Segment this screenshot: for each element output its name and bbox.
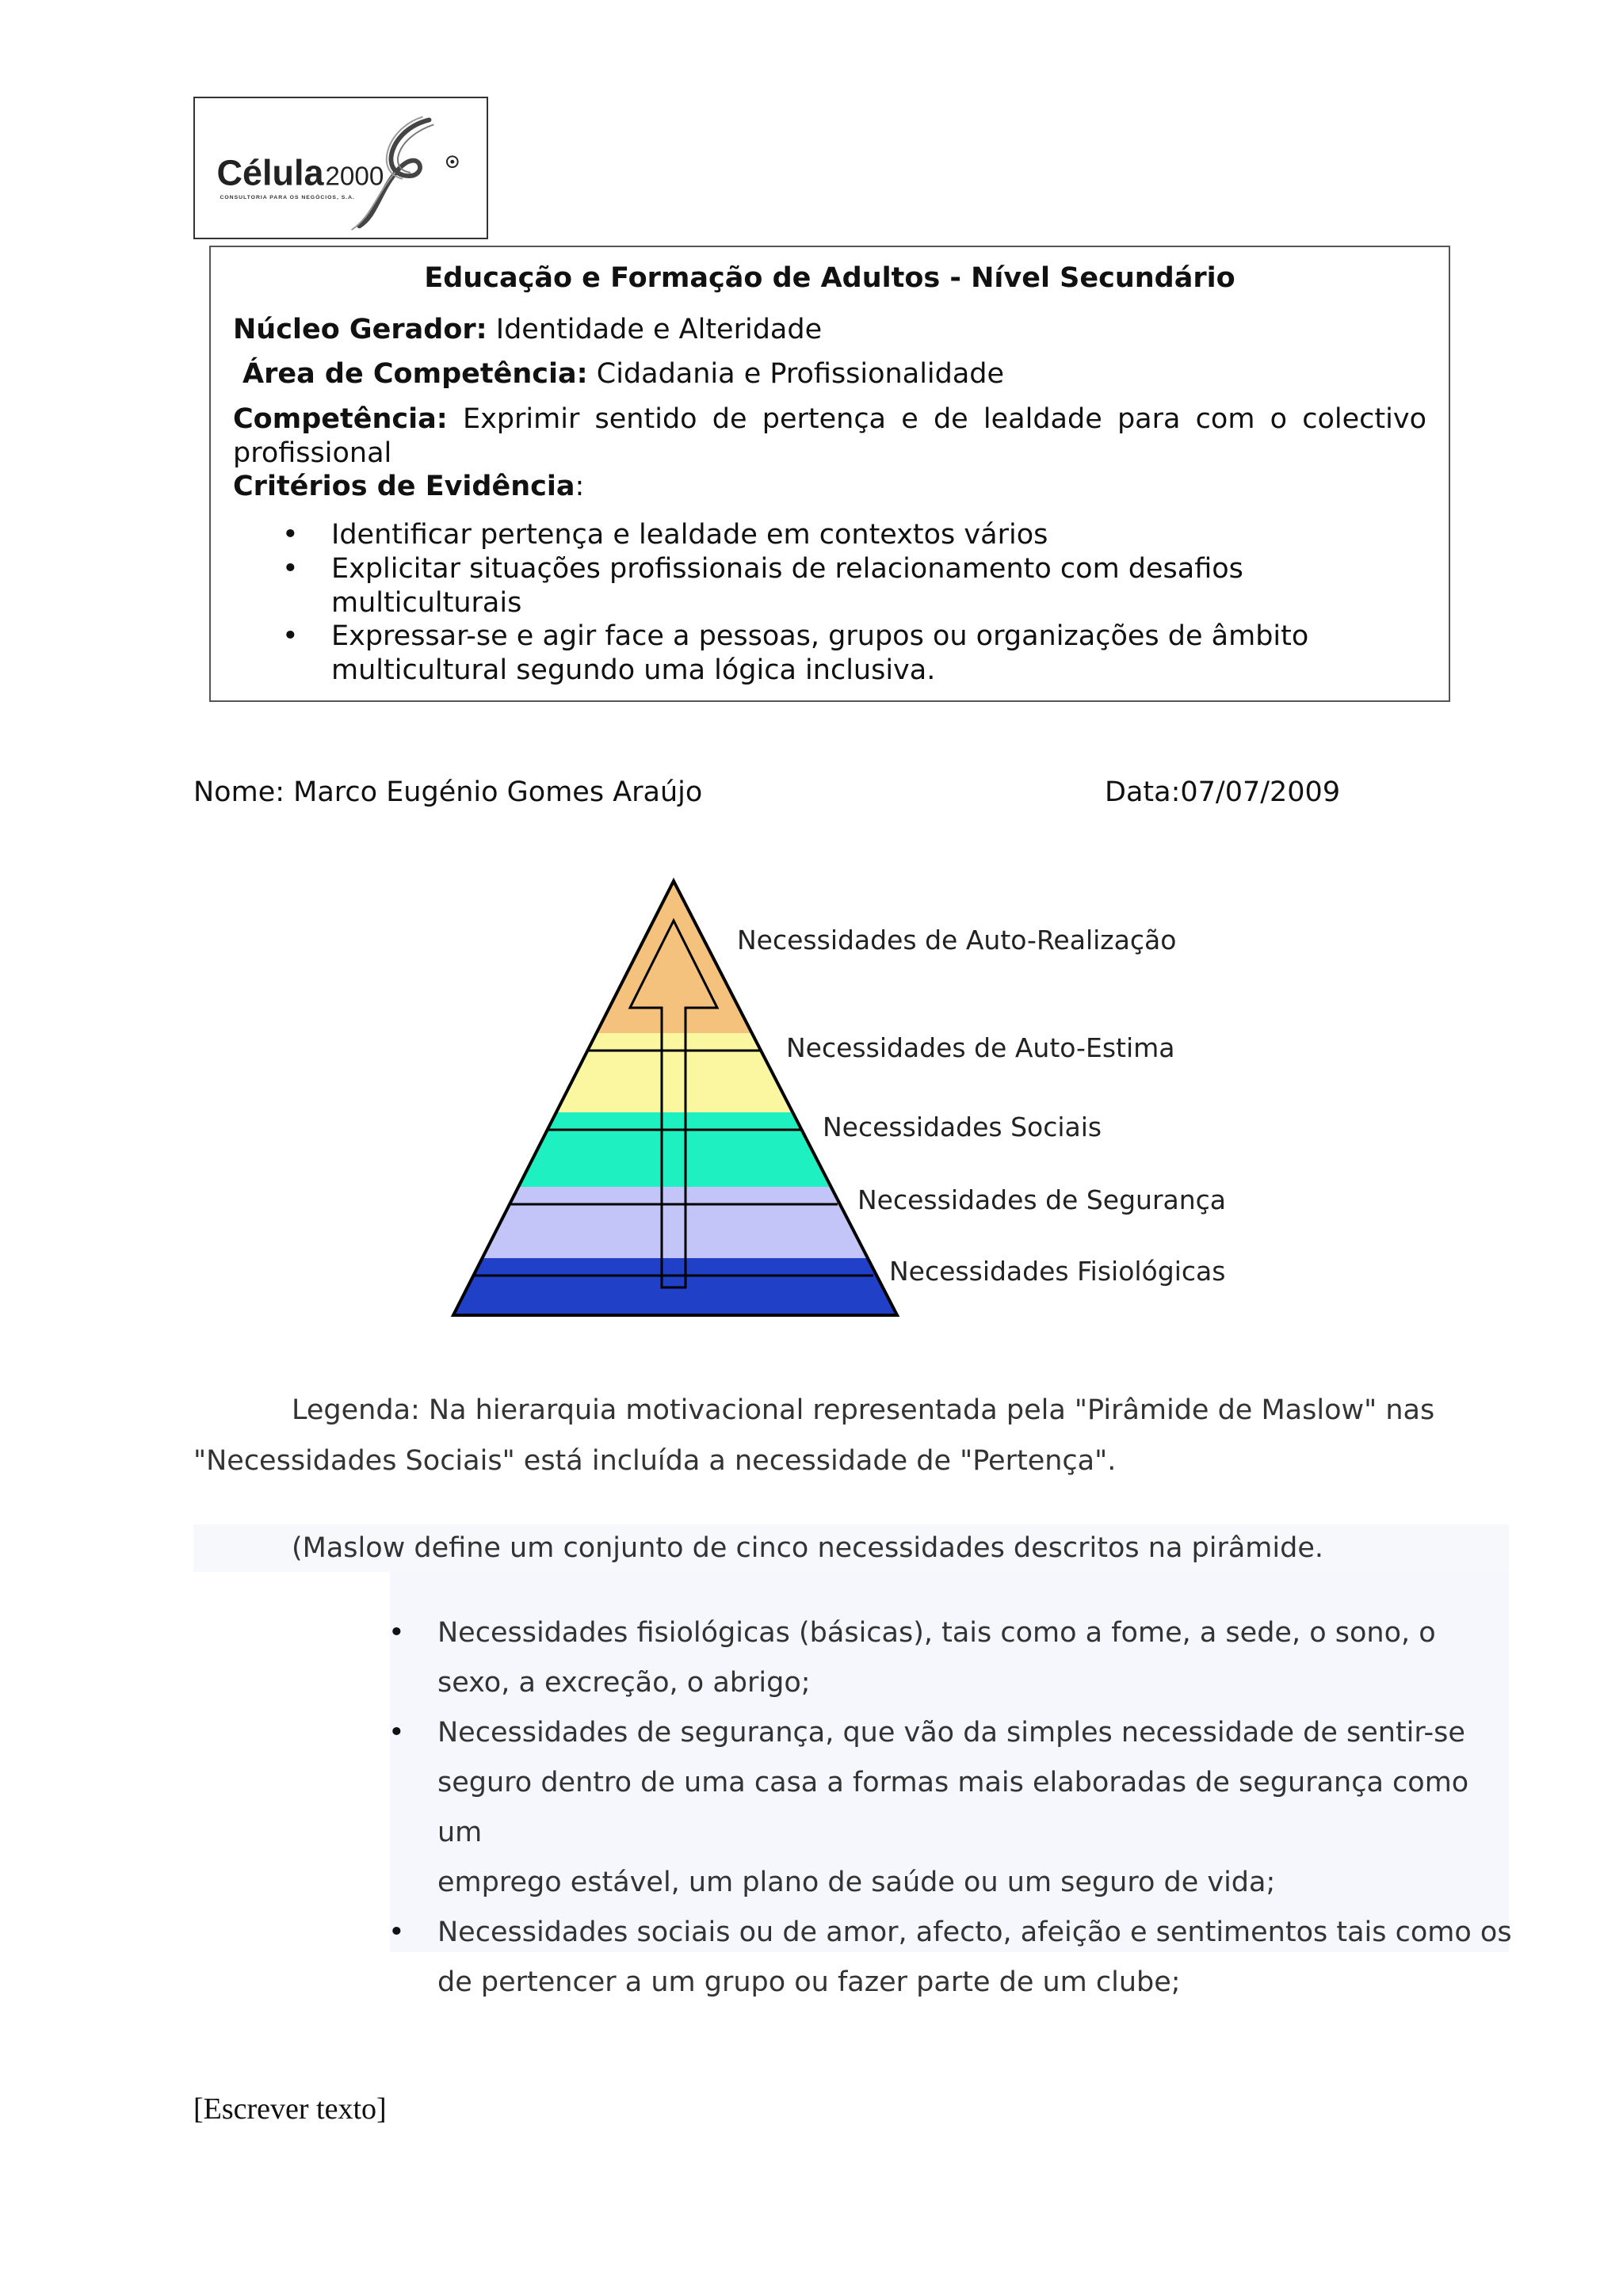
criterios-list [233, 518, 1426, 687]
bullet-icon: • [282, 552, 299, 585]
criterio-item [233, 518, 1426, 552]
bullet-icon: • [388, 1917, 405, 1948]
course-title: Educação e Formação de Adultos - Nível Secundário [424, 262, 1235, 294]
company-logo [193, 97, 488, 239]
student-info-line [193, 776, 1445, 808]
criterio-text: Explicitar situações profissionais de relacionamento com desafios multiculturais [331, 552, 1243, 619]
nucleo-gerador-row [233, 313, 1426, 347]
footer-text-placeholder[interactable]: [Escrever texto] [193, 2092, 387, 2126]
maslow-intro: (Maslow define um conjunto de cinco necessidades descritos na pirâmide. [292, 1532, 1323, 1564]
legend-paragraph [193, 1385, 1445, 1486]
pyramid-label-seguranca: Necessidades de Segurança [857, 1184, 1227, 1215]
maslow-pyramid-diagram [428, 864, 1284, 1331]
need-line: de pertencer a um grupo ou fazer parte de um clube; [437, 1966, 1181, 1998]
competencia-value: Exprimir sentido de pertença e de lealdade para com o colectivo [462, 403, 1426, 436]
pyramid-label-auto-estima: Necessidades de Auto-Estima [786, 1032, 1175, 1063]
need-line: Necessidades de segurança, que vão da simples necessidade de sentir-se [437, 1717, 1465, 1749]
need-line: seguro dentro de uma casa a formas mais elaboradas de segurança como um [437, 1767, 1469, 1848]
competencia-line-1 [233, 402, 1426, 437]
criterio-text: Expressar-se e agir face a pessoas, grupos ou organizações de âmbito [331, 620, 1309, 653]
competencia-row [233, 402, 1426, 470]
document-date: Data:07/07/2009 [1105, 776, 1341, 808]
need-line: emprego estável, um plano de saúde ou um seguro de vida; [437, 1867, 1276, 1898]
maslow-need-item [388, 1708, 1514, 1908]
competencia-label: Competência: [233, 403, 448, 436]
course-info-box [209, 246, 1450, 702]
logo-brand-text: Célula [216, 152, 324, 193]
student-name: Nome: Marco Eugénio Gomes Araújo [193, 776, 703, 808]
bullet-icon: • [282, 620, 299, 653]
bullet-icon: • [388, 1617, 405, 1649]
legend-line-2: "Necessidades Sociais" está incluída a necessidade de "Pertença". [193, 1445, 1117, 1477]
criterios-row [233, 470, 1426, 504]
criterios-label: Critérios de Evidência [233, 471, 575, 503]
area-competencia-row [233, 357, 1426, 391]
area-competencia-label: Área de Competência: [242, 358, 588, 391]
legend-line-1: Legenda: Na hierarquia motivacional representada pela "Pirâmide de Maslow" nas [292, 1394, 1435, 1426]
need-line: Necessidades fisiológicas (básicas), tais como a fome, a sede, o sono, o [437, 1617, 1436, 1649]
need-line: Necessidades sociais ou de amor, afecto, afeição e sentimentos tais como os [437, 1917, 1512, 1948]
maslow-need-item [388, 1908, 1514, 2008]
pyramid-label-sociais: Necessidades Sociais [823, 1112, 1102, 1142]
criterio-item [233, 620, 1426, 687]
logo-tagline: CONSULTORIA PARA OS NEGÓCIOS, S.A. [220, 195, 355, 201]
maslow-need-item [388, 1608, 1514, 1708]
criterio-text-continuation: multicultural segundo uma lógica inclusiva. [331, 654, 936, 686]
nucleo-gerador-value: Identidade e Alteridade [495, 313, 823, 345]
criterio-item [233, 552, 1426, 620]
pyramid-label-auto-realizacao: Necessidades de Auto-Realização [737, 925, 1177, 955]
pyramid-label-fisiologicas: Necessidades Fisiológicas [889, 1256, 1226, 1287]
need-line: sexo, a excreção, o abrigo; [437, 1667, 811, 1699]
maslow-needs-list [388, 1608, 1514, 2008]
criterio-text: Identificar pertença e lealdade em contextos vários [331, 519, 1048, 551]
bullet-icon: • [388, 1717, 405, 1749]
bullet-icon: • [282, 519, 299, 551]
celula2000-logo-graphic [195, 98, 487, 238]
logo-brand-number: 2000 [325, 162, 384, 192]
nucleo-gerador-label: Núcleo Gerador: [233, 313, 487, 345]
area-competencia-value: Cidadania e Profissionalidade [596, 358, 1005, 391]
competencia-line-2: profissional [233, 437, 392, 469]
criterios-colon: : [575, 471, 585, 503]
